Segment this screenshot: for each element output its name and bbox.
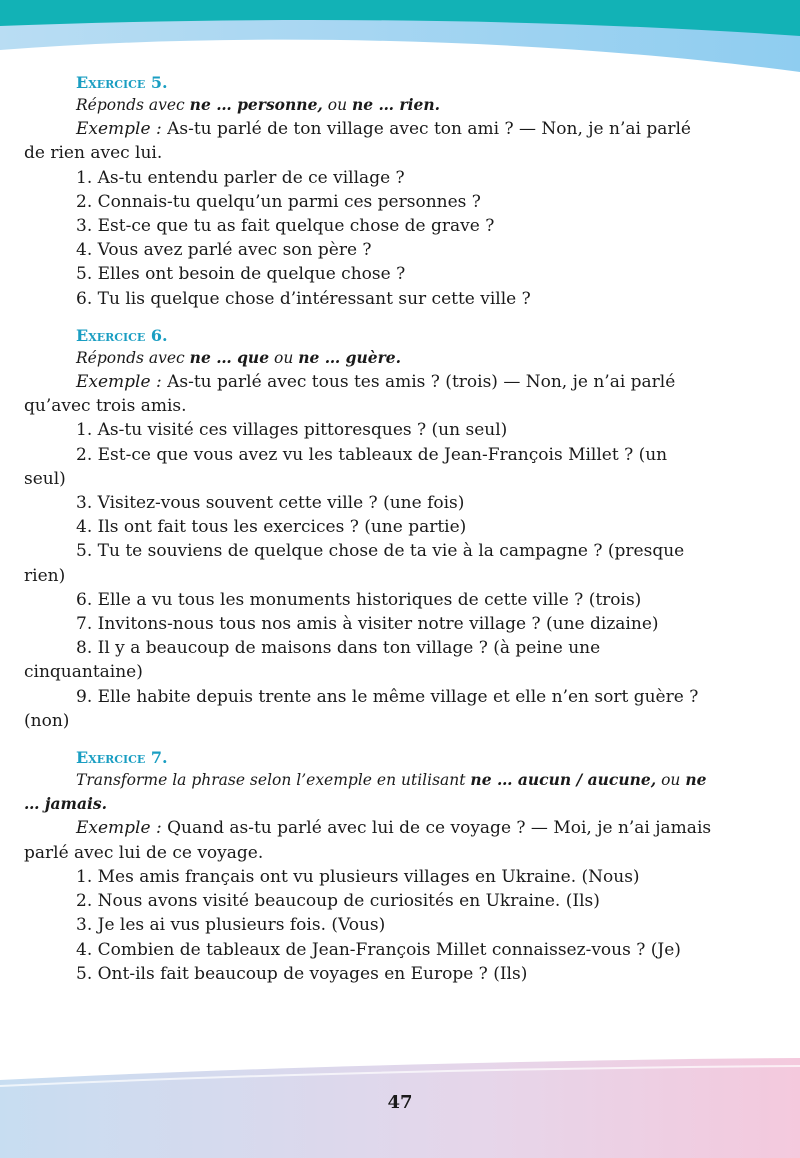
exercise-item: 8. Il y a beaucoup de maisons dans ton village ? (à peine une cinquantaine) xyxy=(24,638,601,683)
exercise-7 xyxy=(24,741,714,986)
exercise-heading: Exercice 6. xyxy=(76,325,168,345)
exercise-item: 2. Est-ce que vous avez vu les tableaux de Jean-François Millet ? (un seul) xyxy=(24,444,668,489)
exercise-item: 1. As-tu visité ces villages pittoresques ? (un seul) xyxy=(76,420,508,441)
exercise-item: 1. Mes amis français ont vu plusieurs villages en Ukraine. (Nous) xyxy=(76,866,640,887)
exercise-item: 5. Ont-ils fait beaucoup de voyages en Europe ? (Ils) xyxy=(76,963,528,984)
exercise-heading: Exercice 7. xyxy=(76,748,168,768)
exercise-heading: Exercice 5. xyxy=(76,73,168,92)
exercise-item: 1. As-tu entendu parler de ce village ? xyxy=(76,167,405,188)
exercise-page-content xyxy=(24,66,714,986)
exercise-example: Exemple : Quand as-tu parlé avec lui de ce voyage ? — Moi, je n’ai jamais parlé avec lui de ce voyage. xyxy=(24,818,712,863)
exercise-item: 6. Elle a vu tous les monuments historiques de cette ville ? (trois) xyxy=(76,589,642,610)
exercise-item: 5. Elles ont besoin de quelque chose ? xyxy=(76,264,406,285)
exercise-example: Exemple : As-tu parlé de ton village avec ton ami ? — Non, je n’ai parlé de rien avec lui. xyxy=(24,119,691,164)
exercise-example: Exemple : As-tu parlé avec tous tes amis ? (trois) — Non, je n’ai parlé qu’avec trois amis. xyxy=(24,372,676,417)
exercise-item: 4. Vous avez parlé avec son père ? xyxy=(76,240,372,261)
exercise-item: 2. Nous avons visité beaucoup de curiosités en Ukraine. (Ils) xyxy=(76,891,600,912)
exercise-6 xyxy=(24,319,714,733)
page-number: 47 xyxy=(387,1092,413,1113)
exercise-item: 3. Je les ai vus plusieurs fois. (Vous) xyxy=(76,915,386,936)
exercise-item: 4. Combien de tableaux de Jean-François Millet connaissez-vous ? (Je) xyxy=(76,939,681,960)
exercise-5 xyxy=(24,66,714,311)
exercise-item: 3. Est-ce que tu as fait quelque chose de grave ? xyxy=(76,216,495,237)
exercise-instruction: Réponds avec ne … personne, ou ne … rien. xyxy=(76,95,441,114)
exercise-item: 7. Invitons-nous tous nos amis à visiter notre village ? (une dizaine) xyxy=(76,614,659,635)
exercise-item: 2. Connais-tu quelqu’un parmi ces personnes ? xyxy=(76,191,481,212)
exercise-instruction: Réponds avec ne … que ou ne … guère. xyxy=(76,347,402,367)
exercise-item: 6. Tu lis quelque chose d’intéressant sur cette ville ? xyxy=(76,288,531,309)
exercise-item: 5. Tu te souviens de quelque chose de ta vie à la campagne ? (presque rien) xyxy=(24,541,685,586)
exercise-item: 3. Visitez-vous souvent cette ville ? (une fois) xyxy=(76,493,465,514)
exercise-item: 9. Elle habite depuis trente ans le même village et elle n’en sort guère ? (non) xyxy=(24,686,699,731)
exercise-item: 4. Ils ont fait tous les exercices ? (une partie) xyxy=(76,517,467,538)
exercise-instruction: Transforme la phrase selon l’exemple en utilisant ne … aucun / aucune, ou ne … jamais. xyxy=(24,770,707,814)
